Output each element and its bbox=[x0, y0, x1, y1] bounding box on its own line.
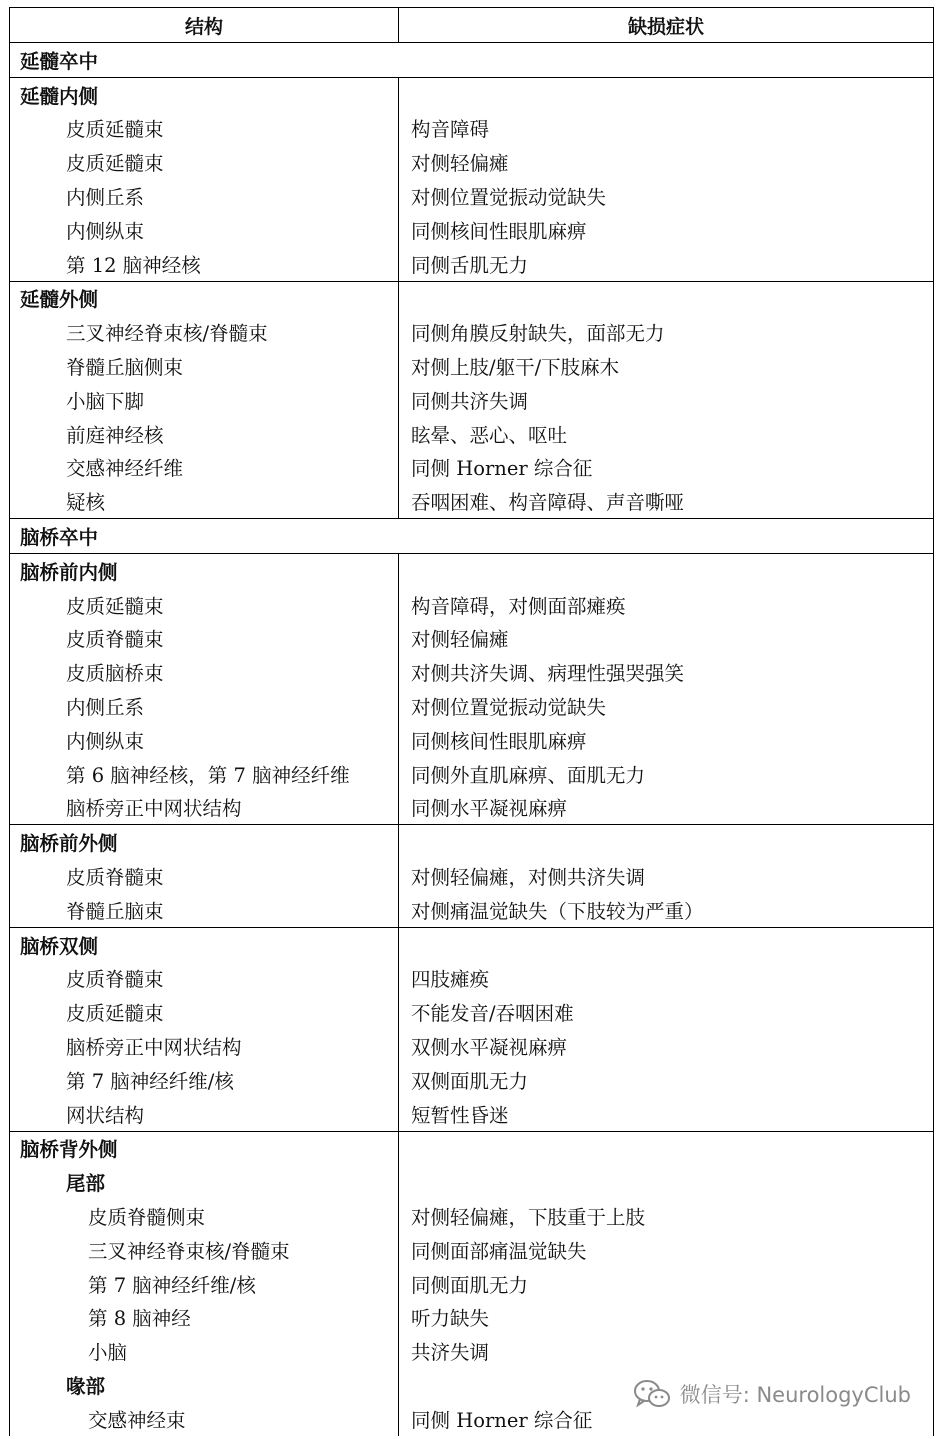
symptom-cell bbox=[399, 77, 934, 111]
symptom-cell: 同侧核间性眼肌麻痹 bbox=[399, 723, 934, 757]
symptom-cell: 对侧上肢/躯干/下肢麻木 bbox=[399, 349, 934, 383]
symptom-cell: 对侧共济失调、病理性强哭强笑 bbox=[399, 655, 934, 689]
table-row bbox=[10, 1097, 934, 1131]
symptom-cell: 同侧舌肌无力 bbox=[399, 247, 934, 281]
table-row bbox=[10, 417, 934, 451]
symptom-cell: 构音障碍 bbox=[399, 112, 934, 146]
structure-cell: 内侧丘系 bbox=[10, 179, 399, 213]
group-row bbox=[10, 77, 934, 111]
group-title: 脑桥前外侧 bbox=[10, 825, 399, 859]
symptom-cell bbox=[399, 553, 934, 587]
table-row bbox=[10, 622, 934, 656]
structure-cell: 第 6 脑神经核，第 7 脑神经纤维 bbox=[10, 757, 399, 791]
structure-cell: 皮质脊髓侧束 bbox=[10, 1199, 399, 1233]
table-row bbox=[10, 484, 934, 518]
group-title: 脑桥双侧 bbox=[10, 927, 399, 961]
table-row bbox=[10, 145, 934, 179]
symptom-cell: 同侧面部痛温觉缺失 bbox=[399, 1233, 934, 1267]
symptom-cell: 同侧共济失调 bbox=[399, 383, 934, 417]
symptom-cell: 吞咽困难、构音障碍、声音嘶哑 bbox=[399, 484, 934, 518]
group-row bbox=[10, 553, 934, 587]
symptom-table bbox=[9, 7, 934, 1436]
symptom-cell: 对侧痛温觉缺失（下肢较为严重） bbox=[399, 893, 934, 927]
subgroup-row bbox=[10, 1165, 934, 1199]
table-row bbox=[10, 1233, 934, 1267]
structure-cell: 小脑 bbox=[10, 1334, 399, 1368]
structure-cell: 皮质脊髓束 bbox=[10, 962, 399, 996]
table-row bbox=[10, 962, 934, 996]
symptom-cell: 同侧 Horner 综合征 bbox=[399, 451, 934, 485]
structure-cell: 网状结构 bbox=[10, 1097, 399, 1131]
structure-cell: 脊髓丘脑束 bbox=[10, 893, 399, 927]
symptom-cell: 同侧角膜反射缺失，面部无力 bbox=[399, 315, 934, 349]
symptom-cell bbox=[399, 281, 934, 315]
wechat-icon bbox=[632, 1378, 672, 1410]
table-row bbox=[10, 655, 934, 689]
symptom-cell bbox=[399, 1165, 934, 1199]
table-row bbox=[10, 1199, 934, 1233]
group-row bbox=[10, 927, 934, 961]
group-title: 脑桥背外侧 bbox=[10, 1131, 399, 1165]
structure-cell: 第 8 脑神经 bbox=[10, 1300, 399, 1334]
table-row bbox=[10, 112, 934, 146]
symptom-cell: 共济失调 bbox=[399, 1334, 934, 1368]
symptom-cell bbox=[399, 927, 934, 961]
symptom-cell: 短暂性昏迷 bbox=[399, 1097, 934, 1131]
structure-cell: 皮质脑桥束 bbox=[10, 655, 399, 689]
section-row bbox=[10, 43, 934, 78]
symptom-cell: 同侧水平凝视麻痹 bbox=[399, 791, 934, 825]
group-title: 延髓内侧 bbox=[10, 77, 399, 111]
structure-cell: 皮质延髓束 bbox=[10, 112, 399, 146]
subgroup-title: 喙部 bbox=[10, 1368, 399, 1402]
structure-cell: 内侧丘系 bbox=[10, 689, 399, 723]
symptom-cell: 对侧轻偏瘫，对侧共济失调 bbox=[399, 859, 934, 893]
table-row bbox=[10, 349, 934, 383]
table-row bbox=[10, 588, 934, 622]
table-row bbox=[10, 451, 934, 485]
table-row bbox=[10, 859, 934, 893]
group-row bbox=[10, 1131, 934, 1165]
structure-cell: 脊髓丘脑侧束 bbox=[10, 349, 399, 383]
table-row bbox=[10, 757, 934, 791]
structure-cell: 皮质延髓束 bbox=[10, 145, 399, 179]
table-row bbox=[10, 1334, 934, 1368]
table-row bbox=[10, 893, 934, 927]
symptom-cell: 对侧位置觉振动觉缺失 bbox=[399, 179, 934, 213]
table-row bbox=[10, 247, 934, 281]
table-row bbox=[10, 1063, 934, 1097]
symptom-cell: 双侧水平凝视麻痹 bbox=[399, 1029, 934, 1063]
header-structure: 结构 bbox=[10, 8, 399, 43]
table-row bbox=[10, 1267, 934, 1301]
symptom-cell: 同侧 Horner 综合征 bbox=[399, 1402, 934, 1436]
symptom-cell: 对侧轻偏瘫 bbox=[399, 145, 934, 179]
structure-cell: 脑桥旁正中网状结构 bbox=[10, 1029, 399, 1063]
table-row bbox=[10, 315, 934, 349]
structure-cell: 疑核 bbox=[10, 484, 399, 518]
section-title: 脑桥卒中 bbox=[10, 519, 934, 554]
table-row bbox=[10, 383, 934, 417]
structure-cell: 小脑下脚 bbox=[10, 383, 399, 417]
group-title: 延髓外侧 bbox=[10, 281, 399, 315]
table-row bbox=[10, 1029, 934, 1063]
table-row bbox=[10, 723, 934, 757]
table-row bbox=[10, 213, 934, 247]
table-row bbox=[10, 179, 934, 213]
structure-cell: 内侧纵束 bbox=[10, 213, 399, 247]
group-row bbox=[10, 825, 934, 859]
watermark-text: 微信号: NeurologyClub bbox=[679, 1383, 911, 1407]
structure-cell: 前庭神经核 bbox=[10, 417, 399, 451]
symptom-cell: 眩晕、恶心、呕吐 bbox=[399, 417, 934, 451]
symptom-cell: 同侧面肌无力 bbox=[399, 1267, 934, 1301]
structure-cell: 第 12 脑神经核 bbox=[10, 247, 399, 281]
structure-cell: 脑桥旁正中网状结构 bbox=[10, 791, 399, 825]
symptom-cell: 构音障碍，对侧面部瘫痪 bbox=[399, 588, 934, 622]
structure-cell: 皮质脊髓束 bbox=[10, 622, 399, 656]
symptom-cell: 双侧面肌无力 bbox=[399, 1063, 934, 1097]
symptom-cell: 听力缺失 bbox=[399, 1300, 934, 1334]
symptom-cell: 对侧轻偏瘫，下肢重于上肢 bbox=[399, 1199, 934, 1233]
structure-cell: 皮质延髓束 bbox=[10, 995, 399, 1029]
table-row bbox=[10, 791, 934, 825]
structure-cell: 交感神经纤维 bbox=[10, 451, 399, 485]
table-row bbox=[10, 995, 934, 1029]
symptom-cell: 四肢瘫痪 bbox=[399, 962, 934, 996]
header-symptom: 缺损症状 bbox=[399, 8, 934, 43]
table-row bbox=[10, 689, 934, 723]
structure-cell: 三叉神经脊束核/脊髓束 bbox=[10, 315, 399, 349]
section-row bbox=[10, 519, 934, 554]
table-header-row bbox=[10, 8, 934, 43]
group-row bbox=[10, 281, 934, 315]
table-row bbox=[10, 1300, 934, 1334]
symptom-cell: 不能发音/吞咽困难 bbox=[399, 995, 934, 1029]
symptom-cell bbox=[399, 825, 934, 859]
symptom-cell bbox=[399, 1131, 934, 1165]
structure-cell: 第 7 脑神经纤维/核 bbox=[10, 1267, 399, 1301]
symptom-cell: 对侧位置觉振动觉缺失 bbox=[399, 689, 934, 723]
table-body bbox=[10, 43, 934, 1436]
watermark bbox=[632, 1378, 911, 1410]
structure-cell: 三叉神经脊束核/脊髓束 bbox=[10, 1233, 399, 1267]
structure-cell: 第 7 脑神经纤维/核 bbox=[10, 1063, 399, 1097]
symptom-cell: 同侧外直肌麻痹、面肌无力 bbox=[399, 757, 934, 791]
symptom-cell: 同侧核间性眼肌麻痹 bbox=[399, 213, 934, 247]
structure-cell: 内侧纵束 bbox=[10, 723, 399, 757]
symptom-cell: 对侧轻偏瘫 bbox=[399, 622, 934, 656]
section-title: 延髓卒中 bbox=[10, 43, 934, 78]
structure-cell: 交感神经束 bbox=[10, 1402, 399, 1436]
group-title: 脑桥前内侧 bbox=[10, 553, 399, 587]
structure-cell: 皮质脊髓束 bbox=[10, 859, 399, 893]
subgroup-title: 尾部 bbox=[10, 1165, 399, 1199]
structure-cell: 皮质延髓束 bbox=[10, 588, 399, 622]
